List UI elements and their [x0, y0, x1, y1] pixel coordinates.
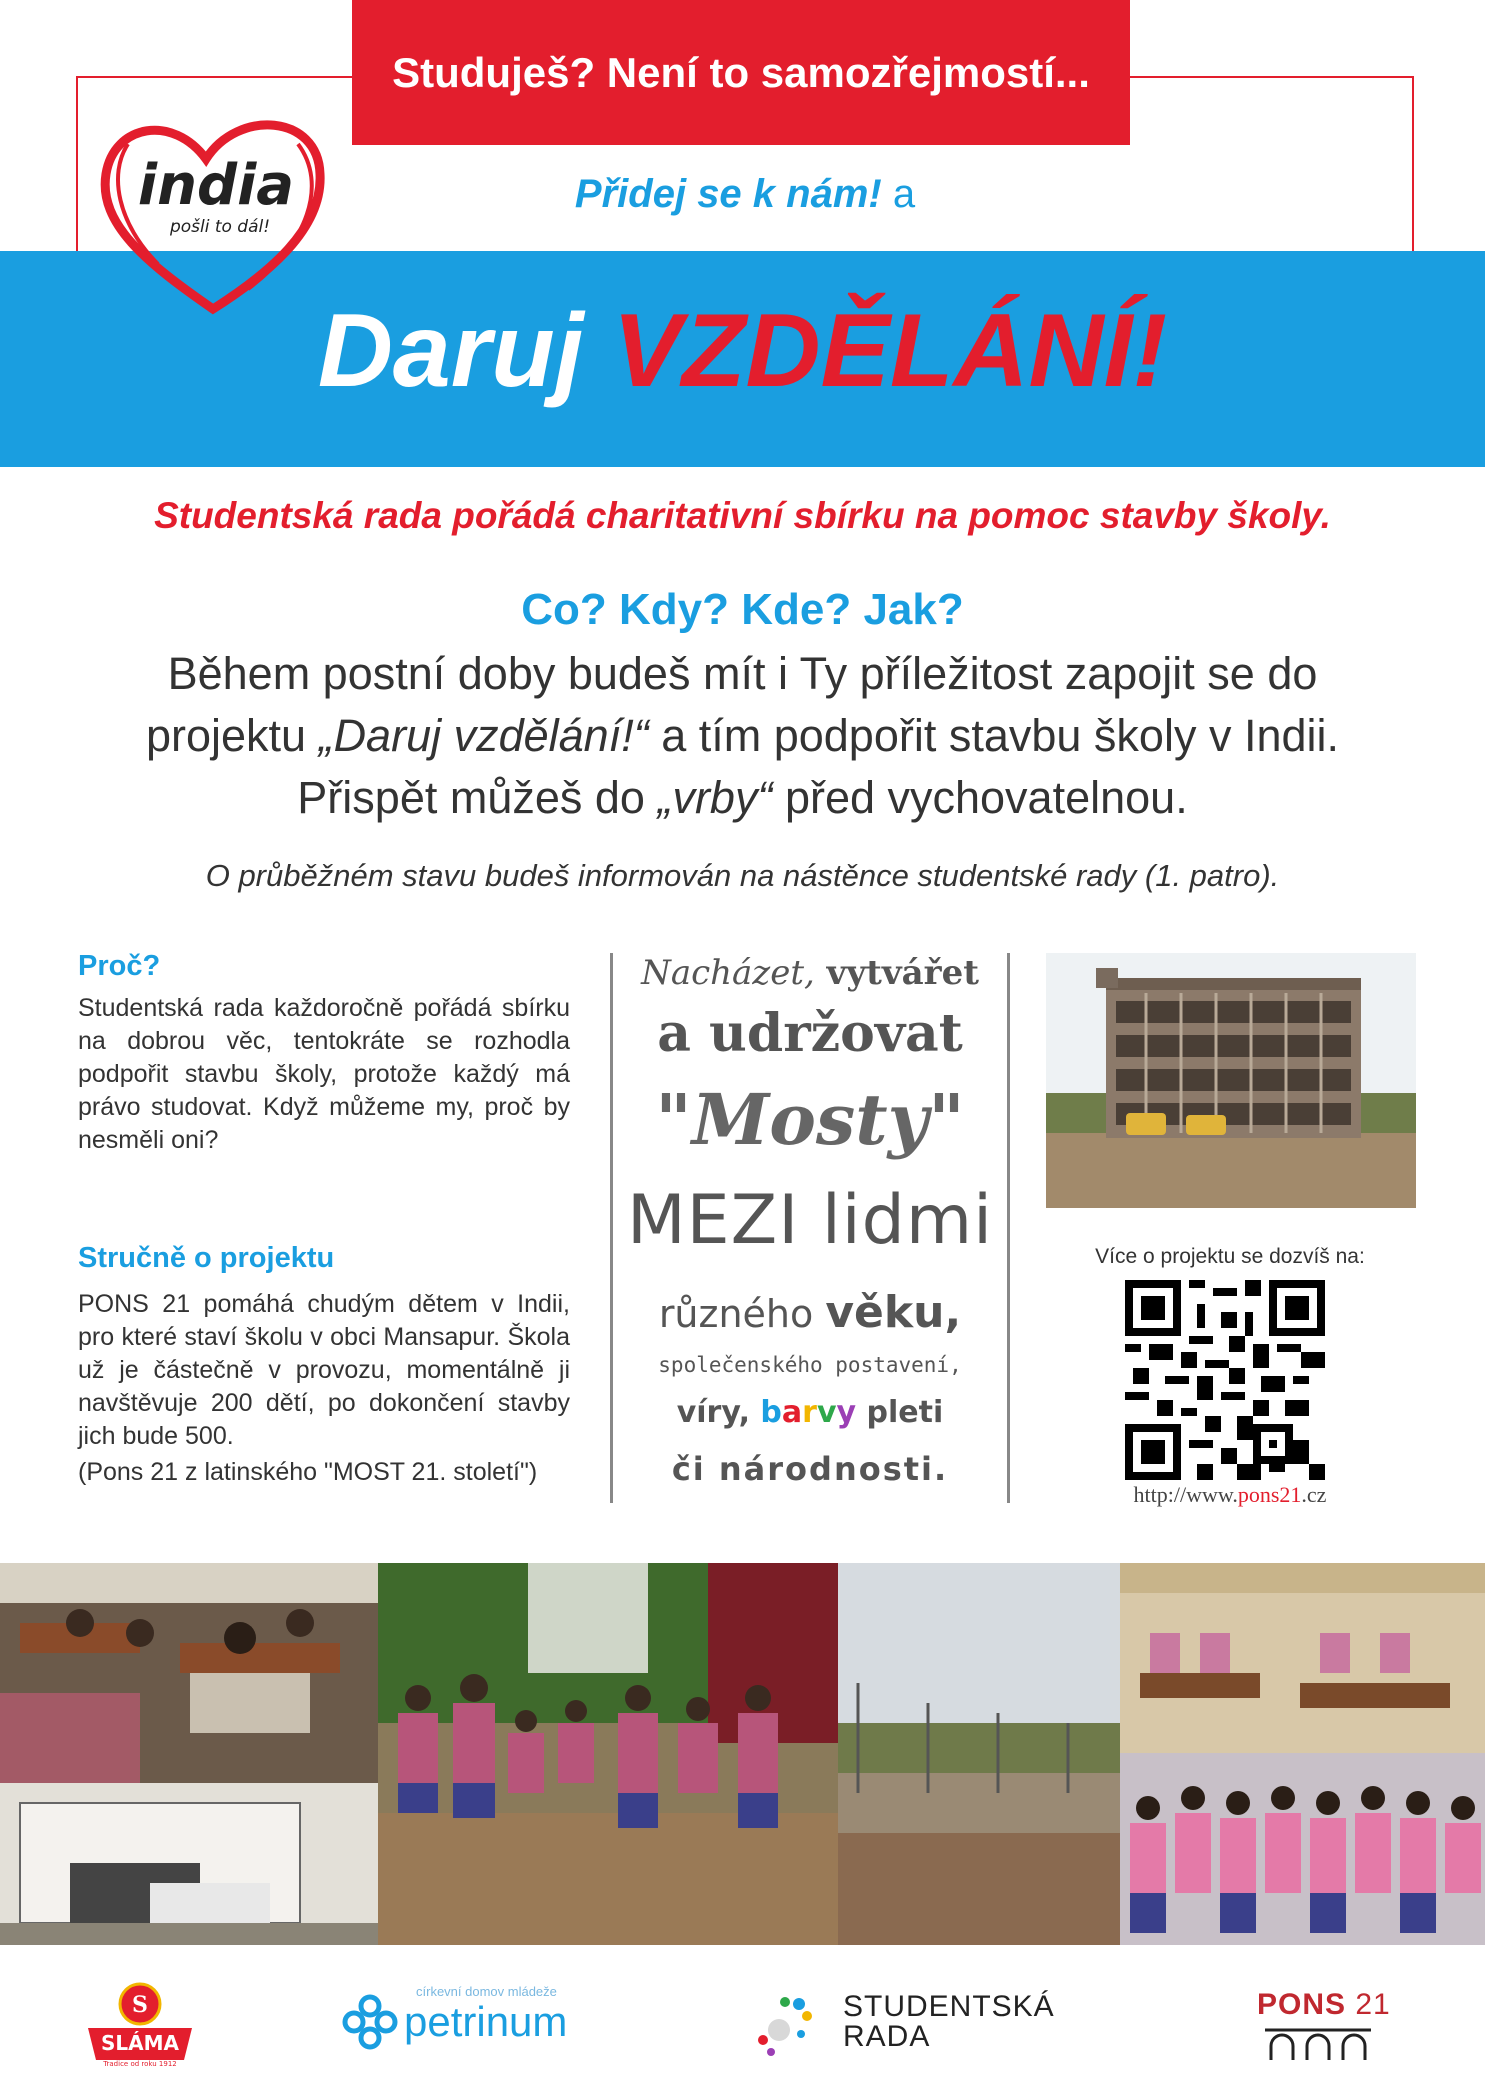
url-suffix: .cz [1301, 1482, 1327, 1507]
intro-line-2-a: projektu [145, 710, 319, 761]
poem-line-1-italic: Nacházet, [641, 953, 815, 993]
photo-classroom-and-students [1120, 1563, 1485, 1945]
join-line [400, 172, 1090, 217]
more-info-label: Více o projektu se dozvíš na: [1095, 1245, 1365, 1268]
headline-white: Daruj [317, 293, 613, 409]
intro-line-2 [60, 705, 1425, 767]
pons21-arches-icon [1263, 2026, 1373, 2062]
info-line: O průběžném stavu budeš informován na nástěnce studentské rady (1. patro). [205, 858, 1280, 893]
pons-number: 21 [1355, 1988, 1391, 2021]
questions-heading: Co? Kdy? Kde? Jak? [521, 585, 964, 634]
poem-line-5-b: věku, [825, 1287, 962, 1338]
photo-construction-site [838, 1563, 1120, 1945]
url-highlight: pons21 [1237, 1482, 1302, 1507]
url-prefix: http://www. [1133, 1482, 1238, 1507]
poem-colored-letter: b [760, 1395, 782, 1430]
school-building-photo [1046, 953, 1416, 1208]
poem-line-5-a: různého [658, 1292, 826, 1336]
slama-logo [80, 1980, 200, 2068]
poem-line-2: a udržovat [657, 1003, 963, 1064]
project-heading: Stručně o projektu [78, 1242, 335, 1274]
slama-sub: Tradice od roku 1912 [103, 2060, 177, 2068]
studentska-rada-line-2: RADA [843, 2020, 931, 2053]
project-note: (Pons 21 z latinského "MOST 21. století") [78, 1458, 538, 1486]
poem-colored-letter: r [802, 1395, 817, 1430]
petrinum-flower-icon [340, 1992, 400, 2052]
petrinum-sub: církevní domov mládeže [416, 1984, 557, 1999]
india-heart-logo [88, 104, 338, 324]
intro-line-2-b: a tím podpořit stavbu školy v Indii. [648, 710, 1340, 761]
poem-colored-letter: a [781, 1395, 803, 1430]
poem-line-1-bold: vytvářet [814, 953, 979, 993]
poem-line-1 [613, 953, 1007, 993]
slama-emblem-icon [80, 1980, 200, 2068]
intro-line-1: Během postní doby budeš mít i Ty příležitost zapojit se do [167, 648, 1318, 699]
headline-red: VZDĚLÁNÍ! [612, 293, 1168, 409]
poem-line-7-a: víry, [676, 1395, 761, 1430]
tagline: Studuješ? Není to samozřejmostí... [392, 48, 1090, 96]
project-url[interactable] [1040, 1482, 1420, 1508]
join-rest: a [881, 172, 916, 216]
intro-line-3-italic: „vrby“ [657, 772, 773, 823]
slama-text: SLÁMA [100, 2031, 180, 2055]
photo-children-lineup [378, 1563, 838, 1945]
poem-line-8: či národnosti. [671, 1450, 949, 1488]
subtitle: Studentská rada pořádá charitativní sbírku na pomoc stavby školy. [154, 495, 1331, 536]
poem-line-5 [613, 1287, 1007, 1338]
studentska-rada-line-1: STUDENTSKÁ [843, 1990, 1055, 2023]
studentska-rada-dots-icon [755, 1990, 825, 2060]
poem-colored-letter: v [816, 1395, 837, 1430]
project-text: PONS 21 pomáhá chudým dětem v Indii, pro které staví školu v obci Mansapur. Škola už je částečně v provozu, momentálně ji navštěvuje 200 dětí, po dokončení stavby jich bude 500. [78, 1290, 570, 1450]
pons-word: PONS [1257, 1988, 1347, 2021]
logo-slogan: pošli to dál! [169, 217, 271, 237]
petrinum-logo [340, 1980, 600, 2065]
qr-code[interactable] [1125, 1280, 1325, 1480]
poem-line-3: "Mosty" [655, 1078, 965, 1161]
intro-line-2-italic: „Daruj vzdělání!“ [318, 710, 649, 761]
poem-line-6: společenského postavení, [658, 1353, 962, 1377]
tagline-banner [352, 0, 1130, 145]
intro-line-3-a: Přispět můžeš do [297, 772, 658, 823]
mosty-poem [610, 953, 1010, 1503]
pons21-logo [1255, 1980, 1395, 2065]
intro-line-3-b: před vychovatelnou. [772, 772, 1188, 823]
intro-line-3 [60, 767, 1425, 829]
why-text: Studentská rada každoročně pořádá sbírku na dobrou věc, tentokráte se rozhodla podpořit stavbu školy, protože každý má právo studovat. Když můžeme my, proč by nesměli oni? [78, 994, 570, 1154]
petrinum-name: petrinum [404, 1998, 568, 2045]
join-bold: Přidej se k nám! [574, 172, 882, 216]
poem-line-4: MEZI lidmi [627, 1181, 993, 1260]
intro-text [60, 643, 1425, 829]
svg-text:S: S [132, 1992, 148, 2018]
pons21-text [1257, 1988, 1391, 2022]
poem-line-7 [613, 1395, 1007, 1430]
logo-word: india [137, 153, 295, 218]
studentska-rada-logo [755, 1980, 1075, 2065]
poem-colored-letter: y [836, 1395, 857, 1430]
poem-line-7-b: pleti [856, 1395, 944, 1430]
photo-classroom-girls [0, 1563, 378, 1945]
why-heading: Proč? [78, 950, 161, 982]
